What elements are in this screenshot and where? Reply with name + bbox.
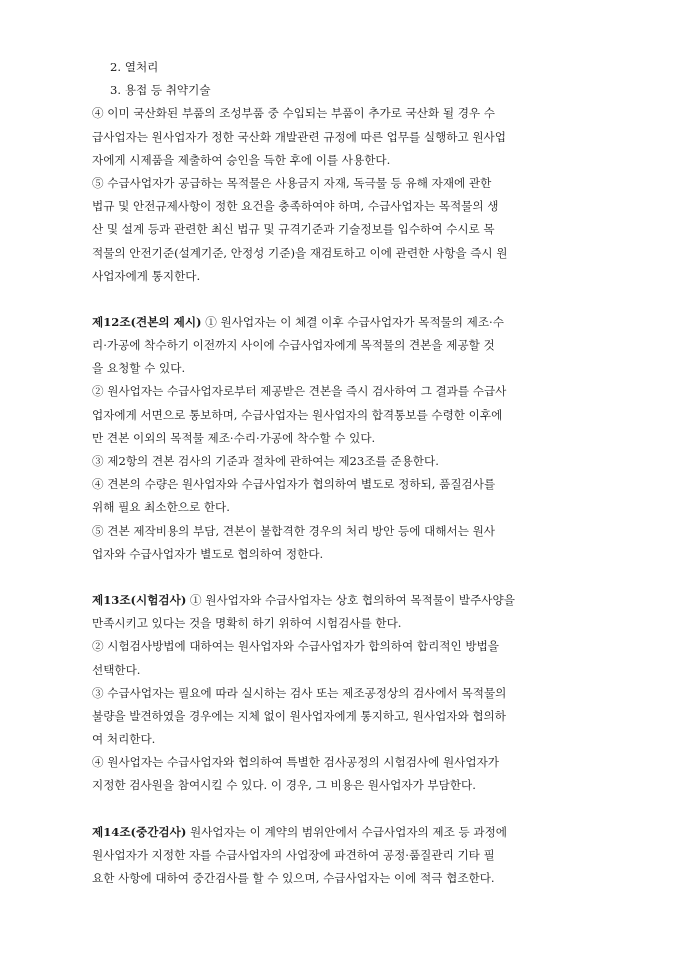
art11-p5-line: 사업자에게 통지한다.	[92, 268, 201, 283]
art12-heading: 제12조(견본의 제시)	[92, 314, 202, 329]
art12-line: ⑤ 견본 제작비용의 부담, 견본이 불합격한 경우의 처리 방안 등에 대해서는 원사	[92, 523, 496, 538]
art11-p4-line: 자에게 시제품을 제출하여 승인을 득한 후에 이를 사용한다.	[92, 152, 391, 167]
art14-first-line-text: 원사업자는 이 계약의 범위안에서 수급사업자의 제조 등 과정에	[186, 824, 507, 839]
art13-line: 지정한 검사원을 참여시킬 수 있다. 이 경우, 그 비용은 원사업자가 부담한다.	[92, 778, 476, 793]
art12-line: ③ 제2항의 견본 검사의 기준과 절차에 관하여는 제23조를 준용한다.	[92, 454, 439, 468]
art12-first-line-text: ① 원사업자는 이 체결 이후 수급사업자가 목적물의 제조·수	[201, 314, 504, 329]
art12-line: 업자와 수급사업자가 별도로 협의하여 정한다.	[92, 546, 324, 561]
art13-first-line	[92, 589, 589, 612]
art11-p5-line: ⑤ 수급사업자가 공급하는 목적물은 사용금지 자재, 독극물 등 유해 자재에 관한	[92, 175, 492, 190]
art12-line: 을 요청할 수 있다.	[92, 361, 186, 376]
art13-line: ③ 수급사업자는 필요에 따라 실시하는 검사 또는 제조공정상의 검사에서 목적물의	[92, 685, 507, 700]
art11-p5-line: 적물의 안전기준(설계기준, 안정성 기준)을 재검토하고 이에 관련한 사항을 즉시 원	[92, 245, 508, 260]
art12-first-line	[92, 311, 589, 334]
art11-p4-line: 급사업자는 원사업자가 정한 국산화 개발관련 규정에 따른 업무를 실행하고 원사업	[92, 129, 506, 144]
art13-first-line-text: ① 원사업자와 수급사업자는 상호 협의하여 목적물이 발주사양을	[186, 592, 515, 607]
art13-line: 불량을 발견하였을 경우에는 지체 없이 원사업자에게 통지하고, 원사업자와 협의하	[92, 708, 506, 723]
art14-line: 원사업자가 지정한 자를 수급사업자의 사업장에 파견하여 공정·품질관리 기타 필	[92, 847, 495, 862]
art14-first-line	[92, 821, 589, 844]
art12-line: 리·가공에 착수하기 이전까지 사이에 수급사업자에게 목적물의 견본을 제공할 것	[92, 338, 495, 353]
art13-line: 만족시키고 있다는 것을 명확히 하기 위하여 시험검사를 한다.	[92, 616, 402, 631]
list-item-heat-treatment: 2. 열처리	[110, 60, 159, 74]
document-page	[92, 56, 589, 890]
art13-line: 여 처리한다.	[92, 732, 156, 747]
art11-p4-line: ④ 이미 국산화된 부품의 조성부품 중 수입되는 부품이 추가로 국산화 될 경우 수	[92, 106, 496, 121]
art12-line: ② 원사업자는 수급사업자로부터 제공받은 견본을 즉시 검사하여 그 결과를 수급사	[92, 384, 507, 399]
art11-p5-line: 법규 및 안전규제사항이 정한 요건을 충족하여야 하며, 수급사업자는 목적물의 생	[92, 199, 499, 214]
art11-p5-line: 산 및 설계 등과 관련한 최신 법규 및 규격기준과 기술정보를 입수하여 수시로 목	[92, 222, 495, 237]
art13-line: 선택한다.	[92, 662, 141, 677]
art14-heading: 제14조(중간검사)	[92, 824, 187, 839]
art12-line: 위해 필요 최소한으로 한다.	[92, 500, 230, 515]
art12-line: 만 견본 이외의 목적물 제조·수리·가공에 착수할 수 있다.	[92, 430, 376, 445]
art14-line: 요한 사항에 대하여 중간검사를 할 수 있으며, 수급사업자는 이에 적극 협조한다.	[92, 871, 495, 885]
art13-heading: 제13조(시험검사)	[92, 592, 187, 607]
art12-line: 업자에게 서면으로 통보하며, 수급사업자는 원사업자의 합격통보를 수령한 이후에	[92, 407, 503, 422]
list-item-welding: 3. 용접 등 취약기술	[110, 83, 211, 98]
art12-line: ④ 견본의 수량은 원사업자와 수급사업자가 협의하여 별도로 정하되, 품질검사를	[92, 477, 496, 492]
art13-line: ② 시험검사방법에 대하여는 원사업자와 수급사업자가 합의하여 합리적인 방법을	[92, 639, 499, 654]
art13-line: ④ 원사업자는 수급사업자와 협의하여 특별한 검사공정의 시험검사에 원사업자가	[92, 755, 499, 770]
